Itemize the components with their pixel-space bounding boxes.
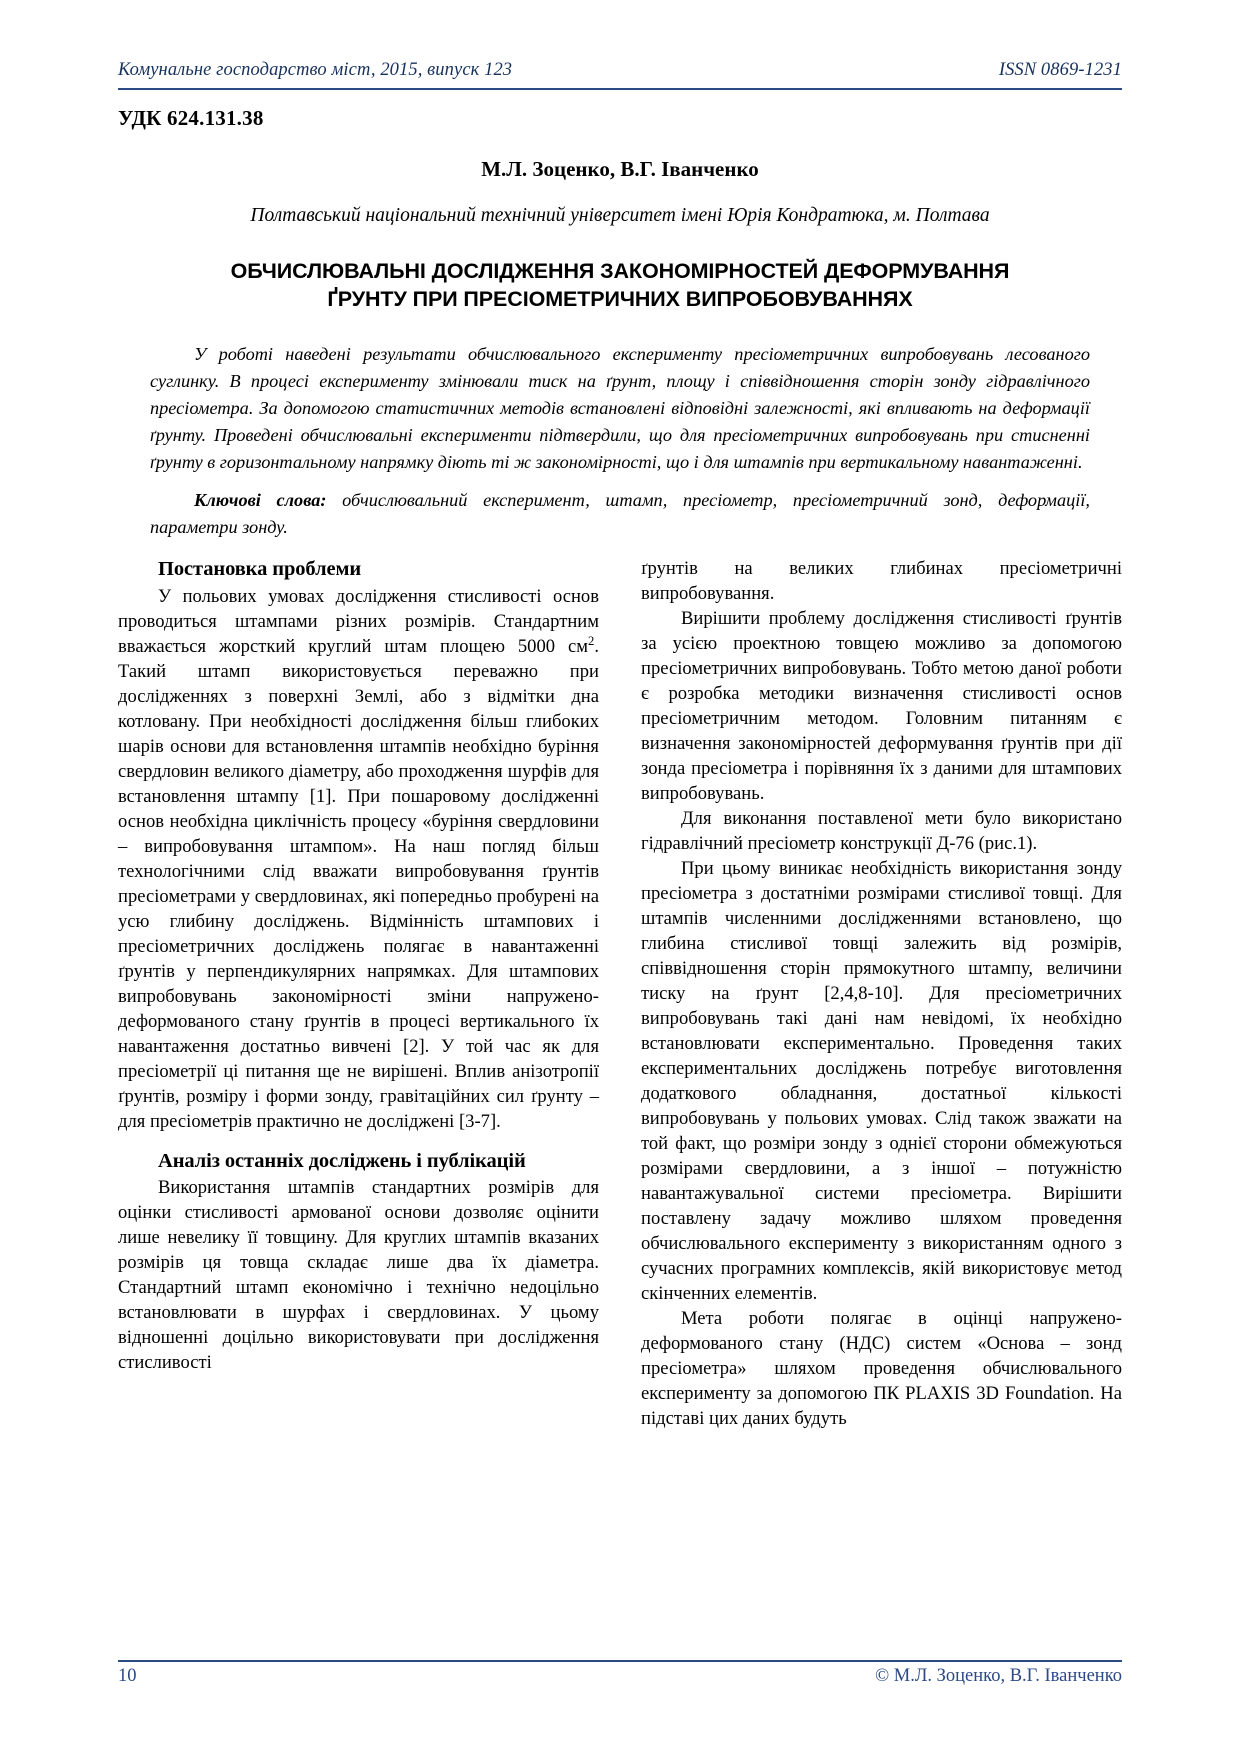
journal-reference: Комунальне господарство міст, 2015, випуск 123: [118, 60, 513, 80]
header-divider: [118, 88, 1122, 90]
author-list: М.Л. Зоценко, В.Г. Іванченко: [481, 157, 759, 181]
title-line-1: ОБЧИСЛЮВАЛЬНІ ДОСЛІДЖЕННЯ ЗАКОНОМІРНОСТЕЙ ДЕФОРМУВАННЯ: [230, 259, 1010, 283]
copyright-notice: © М.Л. Зоценко, В.Г. Іванченко: [875, 1666, 1122, 1686]
paragraph-right-2: Вирішити проблему дослідження стисливості ґрунтів за усією проектною товщею можливо за допомогою пресіометричних випробовувань. Тобто метою даної роботи є розробка методики визначення стисливості основ пресіометричним методом. Головним питанням є визначення закономірностей деформування ґрунтів при дії зонда пресіометра і порівняння їх з даними для штампових випробовувань.: [641, 608, 1122, 804]
paragraph-right-3: Для виконання поставленої мети було використано гідравлічний пресіометр конструкції Д-76 (рис.1).: [641, 808, 1122, 854]
keywords: [150, 487, 1090, 541]
paragraph-right-1: ґрунтів на великих глибинах пресіометричні випробовування.: [641, 558, 1122, 604]
right-column: [641, 556, 1122, 1436]
title-line-2: ҐРУНТУ ПРИ ПРЕСІОМЕТРИЧНИХ ВИПРОБОВУВАННЯХ: [327, 286, 913, 311]
paragraph-right-4: При цьому виникає необхідність використання зонду пресіометра з достатніми розмірами стисливої товщі. Для штампів численними дослідженнями встановлено, що глибина стисливої товщі залежить від розмірів, співвідношення сторін прямокутного штампу, величини тиску на ґрунт [2,4,8-10]. Для пресіометричних випробовувань такі дані нам невідомі, їх необхідно встановлювати експериментально. Проведення таких експериментальних досліджень потребує виготовлення додаткового обладнання, достатньої кількості випробовувань у польових умовах. Слід також зважати на той факт, що розміри зонду з однієї сторони обмежуються розмірами свердловини, а з іншої – потужністю навантажувальної системи пресіометра. Вирішити поставлену задачу можливо шляхом проведення обчислювального експерименту з використанням одного з сучасних програмних комплексів, якій використовує метод скінченних елементів.: [641, 858, 1122, 1304]
section-heading-problem-statement: Постановка проблеми: [158, 558, 362, 580]
paragraph-left-1: [118, 584, 599, 1134]
abstract: У роботі наведені результати обчислювального експерименту пресіометричних випробовувань лесованого суглинку. В процесі експерименту змінювали тиск на ґрунт, площу і співвідношення сторін зонду гідравлічного пресіометра. За допомогою статистичних методів встановлені відповідні залежності, які впливають на деформації ґрунту. Проведені обчислювальні експерименти підтвердили, що для пресіометричних випробовувань при стисненні ґрунту в горизонтальному напрямку діють ті ж закономірності, що і для штампів при вертикальному навантаженні.: [150, 344, 1090, 472]
page-number: 10: [118, 1666, 137, 1686]
running-head: [118, 60, 1122, 81]
udc-code: УДК 624.131.38: [118, 106, 264, 130]
footer-divider: [118, 1660, 1122, 1662]
keywords-text: обчислювальний експеримент, штамп, пресіометр, пресіометричний зонд, деформації, параметри зонду.: [150, 490, 1090, 537]
keywords-label: Ключові слова:: [194, 490, 327, 510]
superscript-square: 2: [588, 633, 595, 648]
page-title: [118, 258, 1122, 313]
paragraph-left-1-part-a: У польових умовах дослідження стисливості основ проводиться штампами різних розмірів. Стандартним вважається жорсткий круглий штам площею 5000 см: [118, 585, 599, 657]
section-heading-literature-analysis: Аналіз останніх досліджень і публікацій: [158, 1149, 526, 1172]
paragraph-left-2: Використання штампів стандартних розмірів для оцінки стисливості армованої основи дозволяє оцінити лише невелику її товщину. Для круглих штампів вказаних розмірів ця товща складає лише два їх діаметра. Стандартний штамп економічно і технічно недоцільно встановлювати в шурфах і свердловинах. У цьому відношенні доцільно використовувати при дослідження стисливості: [118, 1177, 599, 1374]
page-footer: [118, 1666, 1122, 1687]
paragraph-left-1-part-b: . Такий штамп використовується переважно при дослідженнях з поверхні Землі, або з відмітки дна котловану. При необхідності дослідження більш глибоких шарів основи для встановлення штампів необхідно буріння свердловин великого діаметру, або проходження шурфів для встановлення штампу [1]. При пошаровому дослідженні основ необхідна циклічність процесу «буріння свердловини – випробовування штампом». На наш погляд більш технологічними слід вважати випробовування ґрунтів пресіометрами у свердловинах, які попередньо пробурені на усю глибину досліджень. Відмінність штампових і пресіометричних досліджень полягає в навантаженні ґрунтів у перпендикулярних напрямках. Для штампових випробовувань закономірності зміни напружено-деформованого стану ґрунтів в процесі вертикального їх навантаження достатньо вивчені [2]. У той час як для пресіометрії ці питання ще не вирішені. Вплив анізотропії ґрунтів, розміру і форми зонду, гравітаційних сил ґрунту – для пресіометрів практично не досліджені [3-7].: [118, 635, 599, 1132]
affiliation: Полтавський національний технічний університет імені Юрія Кондратюка, м. Полтава: [250, 205, 990, 226]
issn-label: ISSN 0869-1231: [998, 60, 1122, 80]
body-columns: [118, 556, 1122, 1436]
left-column: [118, 556, 599, 1436]
paragraph-right-5: Мета роботи полягає в оцінці напружено-деформованого стану (НДС) систем «Основа – зонд пресіометра» шляхом проведення обчислювального експерименту за допомогою ПК PLAXIS 3D Foundation. На підставі цих даних будуть: [641, 1308, 1122, 1429]
